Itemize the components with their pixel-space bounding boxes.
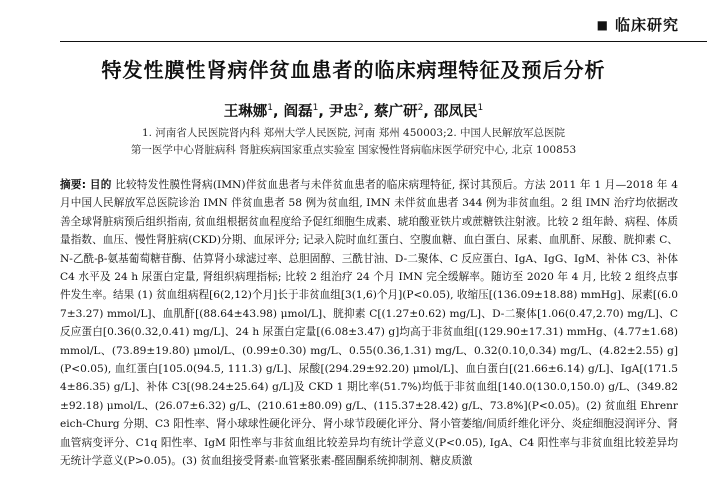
author-list: 王琳娜$^1$, 阎磊$^1$, 尹忠$^2$, 蔡广研$^2$, 邵凤民$^1$ <box>223 103 484 120</box>
abstract-label: 摘要: 目的 <box>60 179 112 191</box>
author-name: 阎磊 <box>283 104 313 120</box>
abstract-text: 比较特发性膜性肾病(IMN)伴贫血患者与未伴贫血患者的临床病理特征, 探讨其预后。方法 2011 年 1 月—2018 年 4 月中国人民解放军总医院诊治 IMN 伴贫血患者 58 例为贫血组, IMN 未伴贫血患者 344 例为非贫血组。2 组 IMN 治疗均依据改善全球肾脏病预后组织指南, 贫血组根据贫血程度给予促红细胞生成素、琥珀酸亚铁片或蔗糖铁注射液。比较 2 组年龄、病程、体质量指数、血压、慢性肾脏病(CKD)分期、血尿评分; 记录入院时血红蛋白、空腹血糖、血白蛋白、尿素、血肌酐、尿酸、胱抑素 C、N-乙酰-β-氨基葡萄糖苷酶、估算肾小球滤过率、总胆固醇、三酰甘油、D-二聚体、C 反应蛋白、IgA、IgG、IgM、补体 C3、补体 C4 水平及 24 h 尿蛋白定量, 肾组织病理指标; 比较 2 组治疗 24 个月 IMN 完全缓解率。随访至 2020 年 4 月, 比较 2 组终点事件发生率。结果 (1) 贫血组病程[6(2,12)个月]长于非贫血组[3(1,6)个月](P<0.05), 收缩压[(136.09±18.88) mmHg]、尿素[(6.07±3.27) mmol/L]、血肌酐[(88.64±43.98) μmol/L]、胱抑素 C[(1.27±0.62) mg/L]、D-二聚体[1.06(0.47,2.70) mg/L]、C 反应蛋白[0.36(0.32,0.41) mg/L]、24 h 尿蛋白定量[(6.08±3.47) g]均高于非贫血组[(129.90±17.31) mmHg、(4.77±1.68) mmol/L、(73.89±19.80) μmol/L、(0.99±0.30) mg/L、0.55(0.36,1.31) mg/L、0.32(0.10,0.34) mg/L、(4.82±2.55) g](P<0.05), 血红蛋白[105.0(94.5, 111.3) g/L]、尿酸[(294.29±92.20) μmol/L]、血白蛋白[(21.66±6.14) g/L]、IgA[(171.54±86.35) g/L]、补体 C3[(98.24±25.64) g/L]及 CKD 1 期比率(51.7%)均低于非贫血组[140.0(130.0,150.0) g/L、(349.82±92.18) μmol/L、(26.07±6.32) g/L、(210.61±80.09) g/L、(115.37±28.42) g/L、73.8%](P<0.05)。(2) 贫血组 Ehrenreich-Churg 分期、C3 阳性率、肾小球球性硬化评分、肾小球节段硬化评分、肾小管萎缩/间质纤维化评分、炎症细胞浸润评分、肾血管病变评分、C1q 阳性率、IgM 阳性率与非贫血组比较差异均有统计学意义(P<0.05), IgA、C4 阳性率与非贫血组比较差异均无统计学意义(P>0.05)。(3) 贫血组接受肾素-血管紧张素-醛固酮系统抑制剂、糖皮质激 <box>60 179 678 468</box>
affiliation-line-1: 1. 河南省人民医院肾内科 郑州大学人民医院, 河南 郑州 450003;2. 中国人民解放军总医院 <box>141 127 566 139</box>
section-label: 临床研究 <box>614 16 679 34</box>
affiliation-line-2: 第一医学中心肾脏病科 肾脏疾病国家重点实验室 国家慢性肾病临床医学研究中心, 北京 100853 <box>130 144 577 156</box>
section-tag <box>597 14 679 35</box>
author-affiliation-mark: 2 <box>417 103 424 114</box>
header-rule <box>60 41 707 42</box>
author-name: 王琳娜 <box>223 104 268 120</box>
author-affiliation-mark: 2 <box>357 103 364 114</box>
abstract <box>60 176 678 471</box>
author-affiliation-mark: 1 <box>312 103 319 114</box>
author-name: 邵凤民 <box>433 104 478 120</box>
author-name: 蔡广研 <box>374 104 418 120</box>
article-title: 特发性膜性肾病伴贫血患者的临床病理特征及预后分析 <box>101 58 606 82</box>
author-affiliation-mark: 1 <box>477 103 484 114</box>
bullet-icon: ■ <box>596 18 609 32</box>
author-affiliation-mark: 1 <box>267 103 274 114</box>
author-name: 尹忠 <box>328 104 358 120</box>
